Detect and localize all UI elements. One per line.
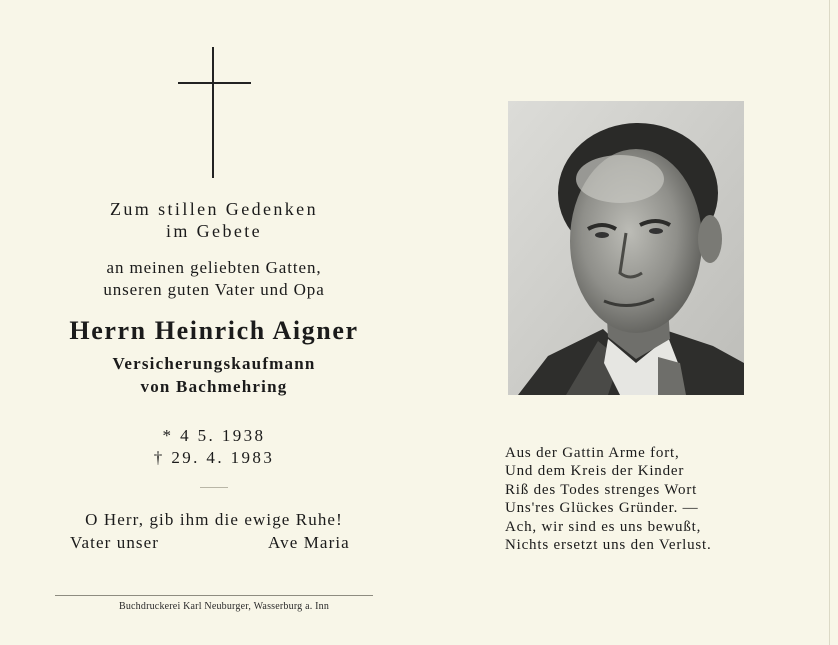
- prayer-line: O Herr, gib ihm die ewige Ruhe!: [85, 510, 343, 529]
- deceased-occupation: Versicherungskaufmann: [112, 354, 316, 373]
- footer-rule: [55, 595, 373, 596]
- poem-line: Aus der Gattin Arme fort,: [505, 445, 680, 461]
- header-line-1: Zum stillen Gedenken: [110, 199, 318, 219]
- dedication-line-2: unseren guten Vater und Opa: [103, 280, 325, 299]
- deceased-name: Herrn Heinrich Aigner: [69, 316, 359, 345]
- cross-horizontal-beam: [178, 82, 251, 84]
- poem-line: Riß des Todes strenges Wort: [505, 481, 698, 498]
- printer-imprint: Buchdruckerei Karl Neuburger, Wasserburg a. Inn: [118, 601, 330, 612]
- header-line-2: im Gebete: [165, 221, 263, 241]
- death-date: † 29. 4. 1983: [153, 448, 275, 467]
- portrait-photo: [508, 101, 744, 395]
- poem-line: Und dem Kreis der Kinder: [505, 463, 685, 480]
- poem-line: Nichts ersetzt uns den Verlust.: [505, 537, 712, 554]
- portrait-image: [508, 101, 744, 395]
- divider: [200, 487, 228, 488]
- card-edge: [829, 0, 830, 645]
- poem-line: Uns'res Glückes Gründer. —: [505, 500, 699, 517]
- cross-vertical-beam: [212, 47, 214, 178]
- deceased-origin: von Bachmehring: [140, 377, 288, 396]
- prayer-ave-maria: Ave Maria: [268, 533, 350, 552]
- poem-line: Ach, wir sind es uns bewußt,: [505, 518, 702, 535]
- prayer-vater-unser: Vater unser: [70, 533, 160, 552]
- poem: [505, 444, 805, 554]
- birth-date: * 4 5. 1938: [162, 426, 266, 445]
- dedication-line-1: an meinen geliebten Gatten,: [106, 258, 322, 277]
